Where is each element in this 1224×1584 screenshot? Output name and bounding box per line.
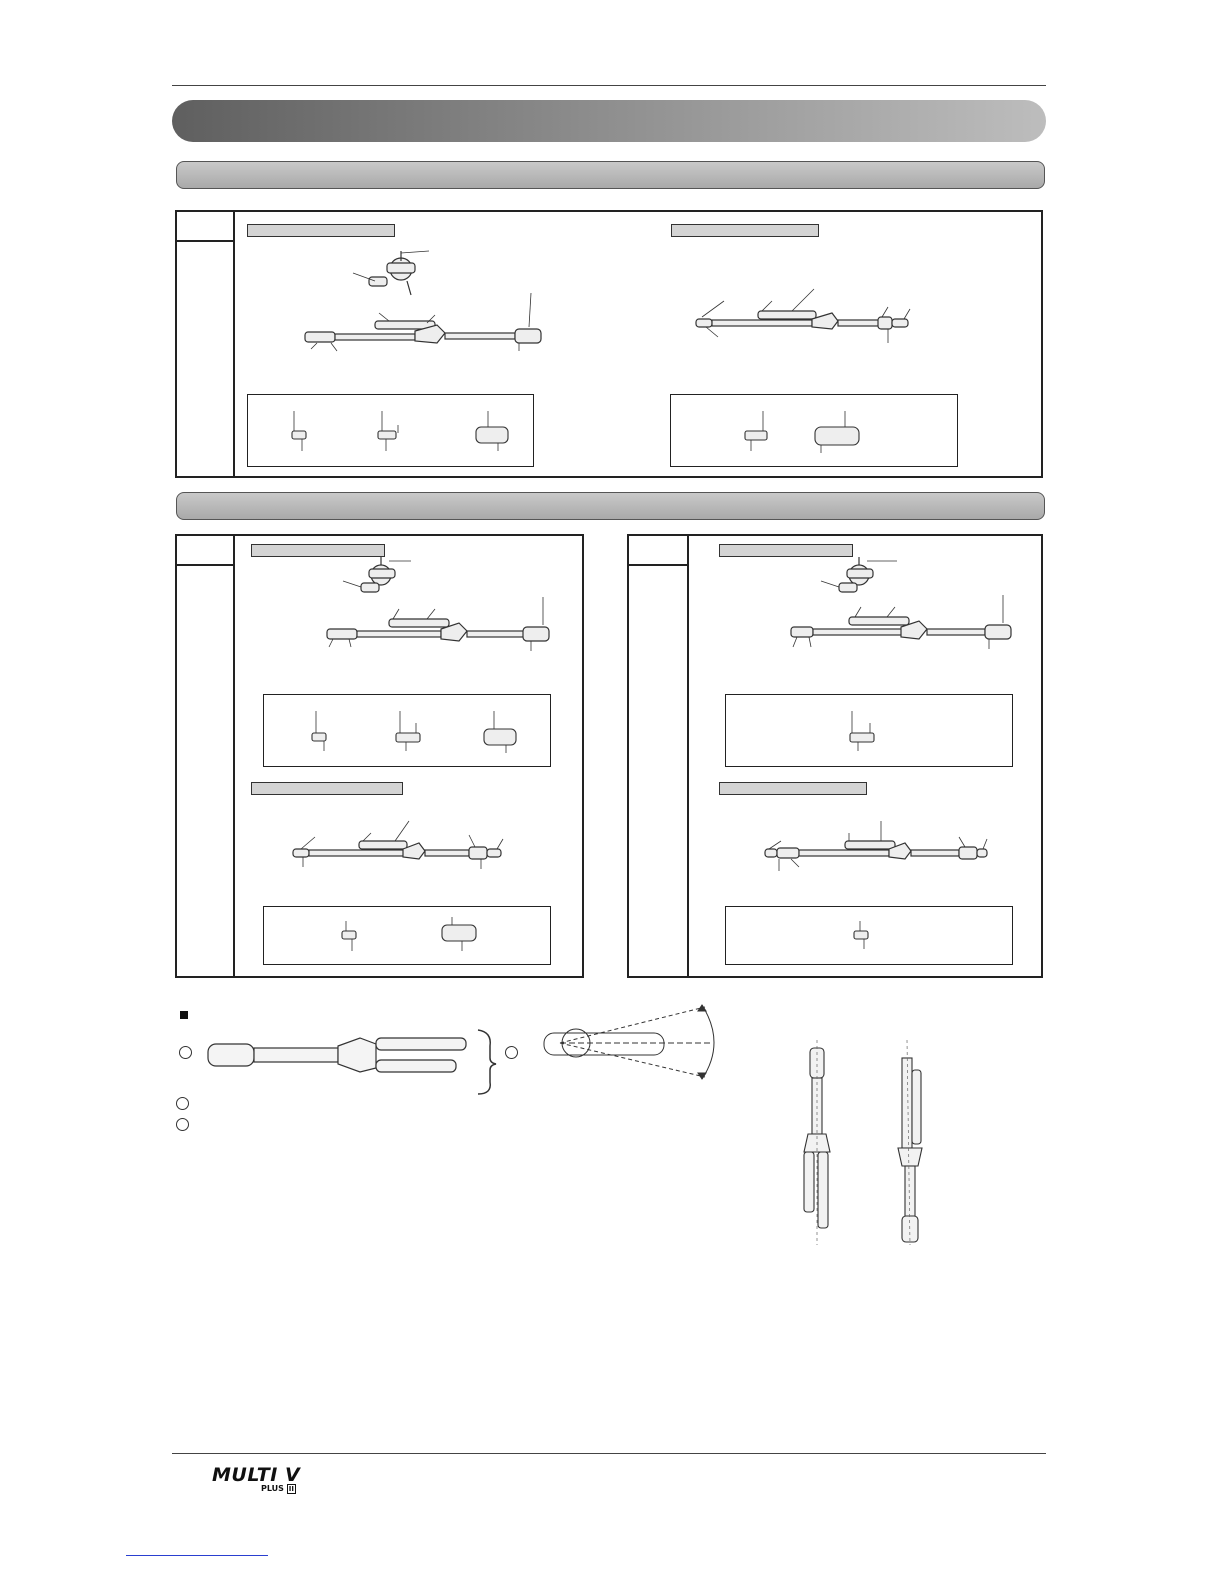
reducer-box-2 [670,394,958,467]
bottom-rule [172,1453,1046,1454]
figure-tag-6 [719,782,867,795]
section-2-bar [176,492,1045,520]
brand-logo: MULTI V [212,1464,301,1486]
top-rule [172,85,1046,86]
figure-tag-1 [247,224,395,237]
section-1-bar [176,161,1045,189]
branch-angle-illustration [530,995,730,1095]
section-2-left-panel [175,534,584,978]
horizontal-branch-illustration [200,1030,500,1100]
y-branch-pipe-illustration-3 [317,551,557,661]
y-branch-pipe-illustration [297,247,557,357]
brand-logo-sub: PLUS II [261,1484,294,1493]
reducer-box-5 [725,694,1013,767]
numbered-circle-icon [505,1046,518,1059]
y-branch-pipe-illustration-2 [692,287,922,357]
y-branch-pipe-illustration-4 [287,821,517,881]
reducer-box-1 [247,394,534,467]
vertical-branch-illustration [792,1040,952,1250]
black-square-icon [180,1011,188,1019]
numbered-circle-icon [179,1046,192,1059]
reducer-box-4 [263,906,551,965]
y-branch-pipe-illustration-6 [759,821,999,881]
figure-tag-4 [251,782,403,795]
y-branch-pipe-illustration-5 [779,551,1019,661]
numbered-circle-icon [176,1118,189,1131]
figure-tag-2 [671,224,819,237]
numbered-circle-icon [176,1097,189,1110]
page-title-bar [172,100,1046,142]
section-2-right-panel [627,534,1043,978]
section-1-panel [175,210,1043,478]
reducer-box-3 [263,694,551,767]
reducer-box-6 [725,906,1013,965]
link-underline[interactable] [126,1555,268,1556]
